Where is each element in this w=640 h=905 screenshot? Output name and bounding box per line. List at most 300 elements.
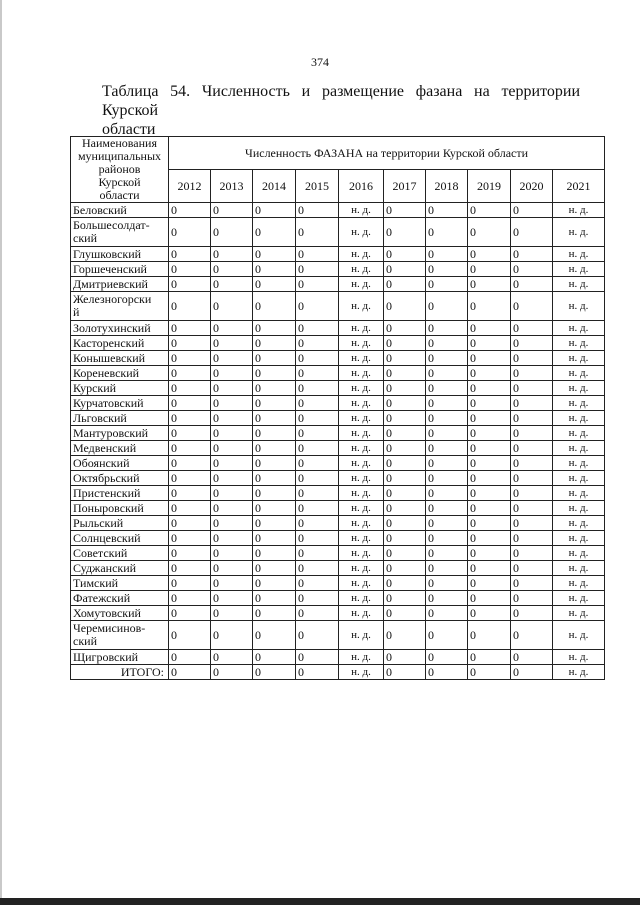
district-name-cell [71,336,169,351]
count-cell: 0 [253,321,296,336]
count-cell: 0 [468,606,511,621]
count-cell: 0 [211,591,253,606]
count-cell: 0 [511,665,553,680]
count-cell: 0 [253,247,296,262]
district-name-line: Большесолдат- [73,218,150,232]
district-name-line: Железногорски [73,292,152,306]
count-cell: 0 [384,606,426,621]
no-data-cell: н. д. [553,262,605,277]
count-cell: 0 [169,366,211,381]
count-cell: 0 [253,426,296,441]
district-name-cell [71,486,169,501]
count-cell: 0 [296,426,339,441]
count-cell: 0 [211,486,253,501]
count-cell: 0 [211,262,253,277]
count-cell: 0 [426,247,468,262]
count-cell: 0 [211,561,253,576]
no-data-cell: н. д. [339,606,384,621]
table-body [71,203,605,680]
district-name-line: Льговский [73,410,127,425]
count-cell: 0 [511,576,553,591]
count-cell: 0 [211,665,253,680]
count-cell: 0 [511,411,553,426]
count-cell: 0 [384,396,426,411]
count-cell: 0 [426,336,468,351]
no-data-cell: н. д. [339,351,384,366]
table-row [71,471,605,486]
year-header: 2012 [169,170,211,203]
count-cell: 0 [296,321,339,336]
count-cell: 0 [384,218,426,247]
count-cell: 0 [211,501,253,516]
count-cell: 0 [468,501,511,516]
no-data-cell: н. д. [339,621,384,650]
count-cell: 0 [253,292,296,321]
count-cell: 0 [253,441,296,456]
district-name-cell [71,546,169,561]
no-data-cell: н. д. [553,396,605,411]
count-cell: 0 [211,203,253,218]
count-cell: 0 [511,486,553,501]
district-name-line: Мантуровский [73,425,149,440]
count-cell: 0 [211,292,253,321]
count-cell: 0 [211,516,253,531]
count-cell: 0 [468,277,511,292]
district-name-line: Советский [73,545,128,560]
count-cell: 0 [384,546,426,561]
count-cell: 0 [211,546,253,561]
no-data-cell: н. д. [339,456,384,471]
count-cell: 0 [426,381,468,396]
count-cell: 0 [384,441,426,456]
district-name-cell [71,606,169,621]
no-data-cell: н. д. [553,516,605,531]
count-cell: 0 [426,321,468,336]
table-row [71,486,605,501]
count-cell: 0 [296,441,339,456]
table-row [71,396,605,411]
count-cell: 0 [169,576,211,591]
table-row [71,621,605,650]
count-cell: 0 [468,351,511,366]
district-name-line: Горшеченский [73,261,147,276]
no-data-cell: н. д. [339,366,384,381]
count-cell: 0 [169,650,211,665]
district-name-line: Обоянский [73,455,130,470]
year-header: 2014 [253,170,296,203]
count-cell: 0 [253,486,296,501]
table-row [71,606,605,621]
count-cell: 0 [511,561,553,576]
count-cell: 0 [384,531,426,546]
count-cell: 0 [211,531,253,546]
count-cell: 0 [211,576,253,591]
count-cell: 0 [169,247,211,262]
count-cell: 0 [511,351,553,366]
table-row [71,366,605,381]
district-name-line: Беловский [73,202,127,217]
no-data-cell: н. д. [553,606,605,621]
district-name-cell [71,531,169,546]
group-header: Численность ФАЗАНА на территории Курской области [169,137,605,170]
no-data-cell: н. д. [553,546,605,561]
count-cell: 0 [384,665,426,680]
table-row [71,426,605,441]
count-cell: 0 [211,336,253,351]
count-cell: 0 [296,351,339,366]
count-cell: 0 [426,546,468,561]
table-row [71,292,605,321]
year-header: 2021 [553,170,605,203]
count-cell: 0 [384,336,426,351]
count-cell: 0 [211,396,253,411]
count-cell: 0 [296,336,339,351]
district-name-line: ский [73,231,97,245]
total-label: ИТОГО: [71,665,169,680]
count-cell: 0 [296,591,339,606]
district-name-line: Октябрьский [73,470,140,485]
count-cell: 0 [169,381,211,396]
count-cell: 0 [468,396,511,411]
no-data-cell: н. д. [553,336,605,351]
count-cell: 0 [211,426,253,441]
table-row [71,336,605,351]
district-name-cell [71,621,169,650]
count-cell: 0 [253,396,296,411]
count-cell: 0 [426,218,468,247]
no-data-cell: н. д. [339,203,384,218]
count-cell: 0 [169,218,211,247]
count-cell: 0 [426,591,468,606]
count-cell: 0 [253,501,296,516]
count-cell: 0 [296,396,339,411]
count-cell: 0 [211,366,253,381]
count-cell: 0 [426,411,468,426]
count-cell: 0 [296,411,339,426]
count-cell: 0 [169,456,211,471]
count-cell: 0 [169,396,211,411]
count-cell: 0 [468,336,511,351]
count-cell: 0 [296,650,339,665]
district-name-line: Курский [73,380,117,395]
count-cell: 0 [296,203,339,218]
total-row [71,665,605,680]
count-cell: 0 [384,516,426,531]
count-cell: 0 [426,576,468,591]
count-cell: 0 [426,366,468,381]
no-data-cell: н. д. [339,336,384,351]
name-header-line: районов [98,162,141,176]
count-cell: 0 [211,381,253,396]
count-cell: 0 [169,621,211,650]
count-cell: 0 [253,516,296,531]
table-row [71,561,605,576]
no-data-cell: н. д. [339,531,384,546]
district-name-cell [71,561,169,576]
district-name-cell [71,262,169,277]
count-cell: 0 [426,441,468,456]
count-cell: 0 [468,665,511,680]
count-cell: 0 [468,546,511,561]
count-cell: 0 [468,321,511,336]
count-cell: 0 [468,486,511,501]
count-cell: 0 [468,426,511,441]
district-name-cell [71,650,169,665]
count-cell: 0 [253,576,296,591]
district-name-cell [71,396,169,411]
count-cell: 0 [511,621,553,650]
count-cell: 0 [468,471,511,486]
table-row [71,456,605,471]
district-name-cell [71,381,169,396]
count-cell: 0 [511,247,553,262]
district-name-line: Фатежский [73,590,131,605]
no-data-cell: н. д. [553,366,605,381]
count-cell: 0 [169,292,211,321]
count-cell: 0 [253,366,296,381]
count-cell: 0 [468,292,511,321]
year-header: 2017 [384,170,426,203]
no-data-cell: н. д. [553,203,605,218]
count-cell: 0 [296,621,339,650]
count-cell: 0 [511,426,553,441]
count-cell: 0 [211,471,253,486]
count-cell: 0 [169,561,211,576]
count-cell: 0 [511,606,553,621]
no-data-cell: н. д. [553,411,605,426]
count-cell: 0 [296,486,339,501]
count-cell: 0 [169,531,211,546]
count-cell: 0 [384,561,426,576]
count-cell: 0 [426,621,468,650]
district-name-line: Суджанский [73,560,137,575]
count-cell: 0 [296,381,339,396]
district-name-line: Кореневский [73,365,140,380]
table-row [71,203,605,218]
scan-left-edge [0,0,2,905]
district-name-cell [71,218,169,247]
count-cell: 0 [468,591,511,606]
no-data-cell: н. д. [553,650,605,665]
count-cell: 0 [426,561,468,576]
no-data-cell: н. д. [553,277,605,292]
count-cell: 0 [384,576,426,591]
year-header: 2016 [339,170,384,203]
count-cell: 0 [468,561,511,576]
district-name-line: й [73,305,80,319]
count-cell: 0 [253,531,296,546]
count-cell: 0 [468,576,511,591]
year-header: 2015 [296,170,339,203]
count-cell: 0 [296,262,339,277]
count-cell: 0 [253,606,296,621]
district-name-line: Рыльский [73,515,124,530]
no-data-cell: н. д. [339,396,384,411]
district-name-cell [71,591,169,606]
no-data-cell: н. д. [339,471,384,486]
no-data-cell: н. д. [553,426,605,441]
district-name-cell [71,516,169,531]
count-cell: 0 [253,277,296,292]
count-cell: 0 [169,471,211,486]
count-cell: 0 [426,650,468,665]
count-cell: 0 [296,292,339,321]
count-cell: 0 [468,262,511,277]
no-data-cell: н. д. [553,321,605,336]
no-data-cell: н. д. [339,516,384,531]
count-cell: 0 [384,381,426,396]
count-cell: 0 [468,516,511,531]
count-cell: 0 [296,366,339,381]
count-cell: 0 [426,471,468,486]
district-name-line: Черемисинов- [73,621,146,635]
district-name-cell [71,441,169,456]
no-data-cell: н. д. [339,262,384,277]
district-name-cell [71,501,169,516]
count-cell: 0 [468,381,511,396]
count-cell: 0 [253,471,296,486]
no-data-cell: н. д. [339,381,384,396]
count-cell: 0 [511,516,553,531]
count-cell: 0 [468,247,511,262]
count-cell: 0 [384,411,426,426]
name-header-line: Курской [98,175,141,189]
no-data-cell: н. д. [553,576,605,591]
count-cell: 0 [384,203,426,218]
count-cell: 0 [384,486,426,501]
count-cell: 0 [296,456,339,471]
no-data-cell: н. д. [553,621,605,650]
no-data-cell: н. д. [339,650,384,665]
count-cell: 0 [253,591,296,606]
count-cell: 0 [169,546,211,561]
count-cell: 0 [253,621,296,650]
district-name-cell [71,247,169,262]
count-cell: 0 [426,426,468,441]
no-data-cell: н. д. [339,561,384,576]
count-cell: 0 [384,471,426,486]
table-row [71,247,605,262]
count-cell: 0 [169,606,211,621]
no-data-cell: н. д. [339,546,384,561]
name-header-line: области [99,188,140,202]
district-name-line: Касторенский [73,335,145,350]
count-cell: 0 [296,531,339,546]
count-cell: 0 [384,277,426,292]
count-cell: 0 [169,486,211,501]
district-name-cell [71,471,169,486]
count-cell: 0 [511,591,553,606]
count-cell: 0 [468,650,511,665]
count-cell: 0 [511,277,553,292]
table-row [71,381,605,396]
no-data-cell: н. д. [339,426,384,441]
district-name-cell [71,292,169,321]
count-cell: 0 [511,471,553,486]
no-data-cell: н. д. [339,501,384,516]
no-data-cell: н. д. [339,277,384,292]
count-cell: 0 [169,501,211,516]
count-cell: 0 [384,650,426,665]
district-name-line: Дмитриевский [73,276,148,291]
count-cell: 0 [253,665,296,680]
no-data-cell: н. д. [553,501,605,516]
no-data-cell: н. д. [339,218,384,247]
count-cell: 0 [211,321,253,336]
count-cell: 0 [296,576,339,591]
count-cell: 0 [253,561,296,576]
count-cell: 0 [384,351,426,366]
count-cell: 0 [511,366,553,381]
count-cell: 0 [253,546,296,561]
table-row [71,531,605,546]
name-column-header [71,137,169,203]
count-cell: 0 [169,426,211,441]
table-row [71,262,605,277]
count-cell: 0 [296,546,339,561]
count-cell: 0 [511,501,553,516]
no-data-cell: н. д. [553,486,605,501]
no-data-cell: н. д. [553,471,605,486]
no-data-cell: н. д. [339,591,384,606]
count-cell: 0 [253,218,296,247]
district-name-cell [71,203,169,218]
caption-line-1: Таблица 54. Численность и размещение фазана на территории Курской [102,83,580,119]
count-cell: 0 [384,501,426,516]
count-cell: 0 [211,441,253,456]
count-cell: 0 [468,411,511,426]
count-cell: 0 [468,531,511,546]
count-cell: 0 [296,218,339,247]
count-cell: 0 [169,262,211,277]
count-cell: 0 [426,516,468,531]
caption-line-2: области [102,121,156,138]
count-cell: 0 [426,606,468,621]
district-name-cell [71,456,169,471]
district-name-line: Конышевский [73,350,146,365]
count-cell: 0 [296,471,339,486]
district-name-line: ский [73,634,97,648]
table-row [71,516,605,531]
count-cell: 0 [169,277,211,292]
count-cell: 0 [253,411,296,426]
count-cell: 0 [384,456,426,471]
count-cell: 0 [468,203,511,218]
count-cell: 0 [384,621,426,650]
count-cell: 0 [169,203,211,218]
no-data-cell: н. д. [553,531,605,546]
no-data-cell: н. д. [339,486,384,501]
count-cell: 0 [384,366,426,381]
count-cell: 0 [169,351,211,366]
count-cell: 0 [511,321,553,336]
count-cell: 0 [253,203,296,218]
no-data-cell: н. д. [339,441,384,456]
count-cell: 0 [296,561,339,576]
count-cell: 0 [511,456,553,471]
count-cell: 0 [468,441,511,456]
district-name-line: Пристенский [73,485,141,500]
district-name-line: Золотухинский [73,320,151,335]
year-header: 2018 [426,170,468,203]
count-cell: 0 [468,621,511,650]
count-cell: 0 [296,277,339,292]
count-cell: 0 [384,262,426,277]
name-header-line: муниципальных [77,149,162,163]
count-cell: 0 [211,411,253,426]
no-data-cell: н. д. [339,576,384,591]
district-name-cell [71,426,169,441]
